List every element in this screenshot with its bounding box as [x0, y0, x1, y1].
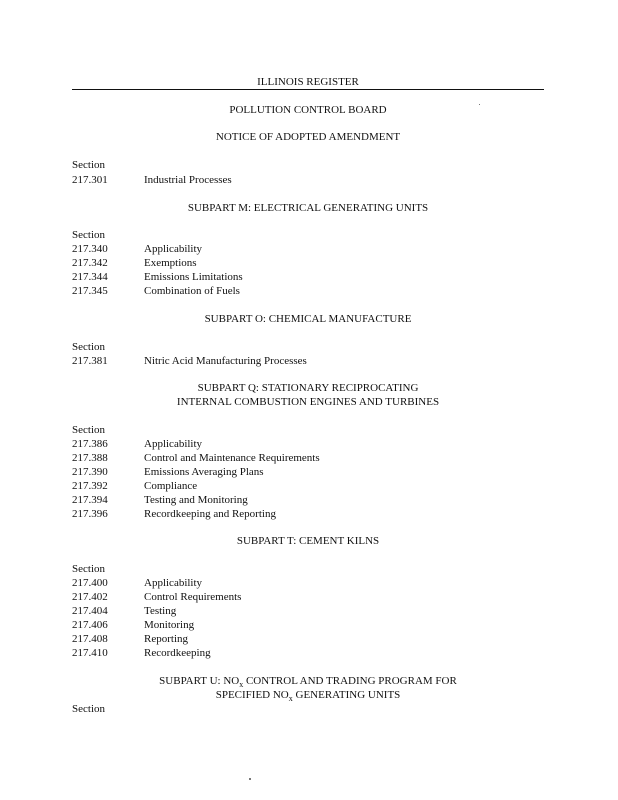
- subscript-x: x: [288, 694, 293, 704]
- section-title: Applicability: [144, 438, 203, 450]
- section-title: Industrial Processes: [144, 174, 232, 186]
- section-title: Testing and Monitoring: [144, 494, 248, 506]
- section-title: Control Requirements: [144, 591, 242, 603]
- header-rule: [72, 89, 544, 90]
- register-title: ILLINOIS REGISTER: [257, 76, 359, 88]
- section-title: Control and Maintenance Requirements: [144, 452, 320, 464]
- subpart-u-heading-line2: [72, 689, 544, 703]
- section-title: Combination of Fuels: [144, 285, 240, 297]
- section-number: 217.402: [72, 591, 108, 603]
- section-number: 217.396: [72, 508, 108, 520]
- section-number: 217.406: [72, 619, 108, 631]
- section-number: 217.344: [72, 271, 108, 283]
- subpart-t-heading: SUBPART T: CEMENT KILNS: [236, 535, 380, 547]
- subpart-u-heading-line1: [72, 675, 544, 689]
- subpart-m-heading: SUBPART M: ELECTRICAL GENERATING UNITS: [187, 202, 429, 214]
- section-title: Monitoring: [144, 619, 195, 631]
- section-title: Emissions Limitations: [144, 271, 243, 283]
- scan-speck: [249, 778, 251, 780]
- subpart-u-heading-rest: GENERATING UNITS: [292, 689, 401, 701]
- section-label: Section: [72, 341, 105, 353]
- section-number: 217.340: [72, 243, 108, 255]
- section-number: 217.301: [72, 174, 108, 186]
- section-title: Recordkeeping: [144, 647, 211, 659]
- section-number: 217.386: [72, 438, 108, 450]
- section-number: 217.400: [72, 577, 108, 589]
- subscript-x: x: [239, 680, 244, 690]
- section-title: Testing: [144, 605, 177, 617]
- section-label: Section: [72, 229, 105, 241]
- subpart-q-heading-line1: SUBPART Q: STATIONARY RECIPROCATING: [197, 382, 419, 394]
- section-title: Nitric Acid Manufacturing Processes: [144, 355, 307, 367]
- section-number: 217.345: [72, 285, 108, 297]
- section-number: 217.390: [72, 466, 108, 478]
- section-title: Emissions Averaging Plans: [144, 466, 264, 478]
- section-number: 217.381: [72, 355, 108, 367]
- section-title: Recordkeeping and Reporting: [144, 508, 276, 520]
- section-number: 217.394: [72, 494, 108, 506]
- board-name: POLLUTION CONTROL BOARD: [229, 104, 387, 116]
- section-title: Applicability: [144, 243, 203, 255]
- section-number: 217.404: [72, 605, 108, 617]
- section-label: Section: [72, 424, 105, 436]
- section-title: Applicability: [144, 577, 203, 589]
- section-title: Compliance: [144, 480, 198, 492]
- subpart-o-heading: SUBPART O: CHEMICAL MANUFACTURE: [204, 313, 412, 325]
- section-title: Reporting: [144, 633, 188, 645]
- section-label: Section: [72, 159, 105, 171]
- subpart-u-heading-rest: CONTROL AND TRADING PROGRAM FOR: [243, 675, 457, 687]
- subpart-u-heading-text: SUBPART U: NO: [159, 675, 240, 687]
- section-number: 217.388: [72, 452, 108, 464]
- section-number: 217.392: [72, 480, 108, 492]
- section-number: 217.408: [72, 633, 108, 645]
- section-number: 217.342: [72, 257, 108, 269]
- subpart-q-heading-line2: INTERNAL COMBUSTION ENGINES AND TURBINES: [176, 396, 440, 408]
- subpart-u-heading-text: SPECIFIED NO: [215, 689, 289, 701]
- notice-title: NOTICE OF ADOPTED AMENDMENT: [215, 131, 401, 143]
- section-label: Section: [72, 703, 105, 715]
- section-title: Exemptions: [144, 257, 197, 269]
- section-number: 217.410: [72, 647, 108, 659]
- section-label: Section: [72, 563, 105, 575]
